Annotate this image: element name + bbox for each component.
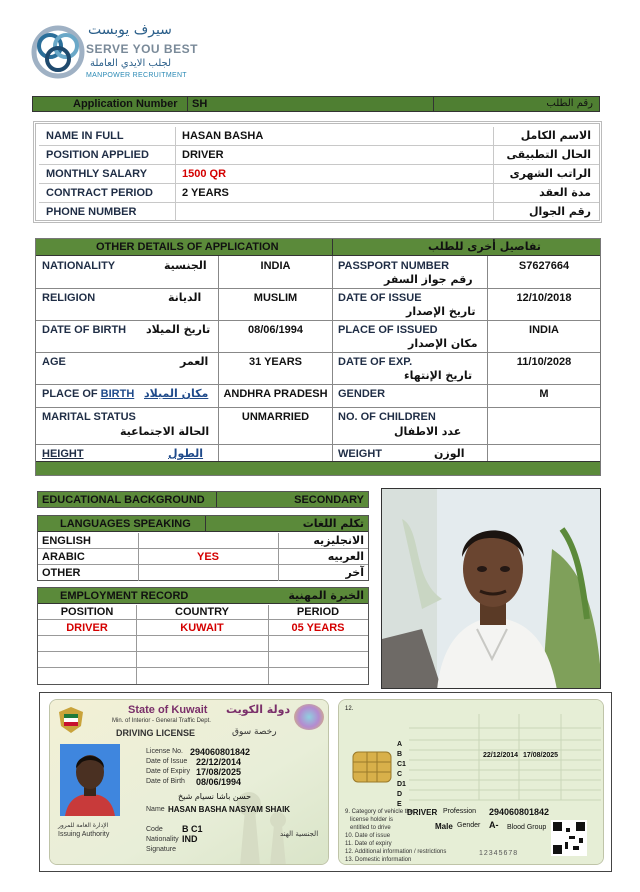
category-a: A — [397, 741, 403, 748]
divider — [36, 320, 600, 321]
language-name: OTHER — [42, 567, 81, 579]
field-value: 2 YEARS — [182, 187, 229, 199]
birth-place-label-prefix: PLACE OF — [42, 388, 101, 400]
birth-value: 08/06/1994 — [196, 777, 242, 787]
category-d1: D1 — [397, 781, 406, 788]
field-label: POSITION APPLIED — [46, 149, 149, 161]
weight-label-ar: الوزن — [434, 447, 465, 460]
nationality-label: NATIONALITY — [42, 260, 116, 272]
personal-row-contract — [39, 184, 599, 203]
category-c1: C1 — [397, 761, 406, 768]
place-issued-value: INDIA — [529, 324, 559, 336]
employment-table — [37, 587, 369, 685]
employment-column-headers — [38, 605, 368, 620]
application-number-bar — [32, 96, 600, 112]
holder-name-ar: حسن باشا نسيام شيخ — [178, 792, 252, 801]
birth-date-label: DATE OF BIRTH — [42, 324, 127, 336]
company-logo — [30, 24, 86, 80]
divider — [278, 533, 279, 581]
applicant-photo — [381, 488, 601, 689]
religion-label-ar: الديانة — [168, 291, 202, 304]
divider — [216, 492, 217, 507]
hologram-icon — [294, 704, 324, 730]
age-value: 31 YEARS — [249, 356, 302, 368]
expiry-date-label: DATE OF EXP. — [338, 356, 413, 368]
personal-row-phone — [39, 203, 599, 222]
nationality-value: INDIA — [260, 260, 291, 272]
table-cell: 05 YEARS — [291, 622, 345, 634]
back-field-number: 12. — [345, 706, 354, 712]
expiry-date-value: 11/10/2028 — [516, 356, 572, 368]
personal-row-name — [39, 127, 599, 146]
field-label-ar: الراتب الشهرى — [509, 167, 591, 180]
divider — [36, 407, 600, 408]
employment-title-ar: الخبرة المهنية — [288, 589, 364, 602]
license-no-label: License No. — [146, 748, 183, 755]
holder-name: HASAN BASHA NASYAM SHAIK — [168, 805, 291, 814]
license-no-value: 294060801842 — [190, 747, 251, 757]
license-title-en: DRIVING LICENSE — [116, 728, 196, 738]
religion-value: MUSLIM — [253, 292, 298, 304]
language-name-ar: العربيه — [327, 550, 364, 563]
language-name: ENGLISH — [42, 535, 91, 547]
logo-english-sub: MANPOWER RECRUITMENT — [86, 72, 187, 79]
signature-label: Signature — [146, 846, 176, 853]
nationality-label-ar: الجنسية الهند — [280, 830, 319, 838]
license-photo — [60, 744, 120, 816]
expiry-label: Date of Expiry — [146, 768, 190, 775]
age-label: AGE — [42, 356, 66, 368]
divider — [332, 239, 333, 255]
other-details-header — [36, 239, 600, 256]
nationality-label: Nationality — [146, 836, 179, 843]
field-label: CONTRACT PERIOD — [46, 187, 153, 199]
column-header: COUNTRY — [175, 606, 229, 618]
employment-header — [38, 588, 368, 604]
age-label-ar: العمر — [180, 355, 209, 368]
personal-row-position — [39, 146, 599, 165]
birth-place-label — [42, 388, 134, 400]
back-license-no: 294060801842 — [489, 807, 550, 817]
other-details-title: OTHER DETAILS OF APPLICATION — [96, 241, 279, 253]
divider — [138, 533, 139, 581]
license-title-ar: رخصة سوق — [232, 727, 277, 737]
passport-label: PASSPORT NUMBER — [338, 260, 450, 272]
other-details-title-ar: تفاصيل أخرى للطلب — [428, 240, 541, 253]
table-cell: DRIVER — [66, 622, 108, 634]
marital-status-value: UNMARRIED — [241, 411, 310, 423]
field-value: HASAN BASHA — [182, 130, 264, 142]
issue-value: 22/12/2014 — [196, 757, 242, 767]
birth-date-label-ar: تاريخ الميلاد — [146, 323, 211, 336]
issue-date-label-ar: تاريخ الإصدار — [406, 305, 476, 318]
field-label-ar: الحال التطبيقى — [506, 148, 591, 161]
nationality-label-ar: الجنسية — [164, 259, 207, 272]
education-label: EDUCATIONAL BACKGROUND — [42, 494, 205, 506]
weight-label: WEIGHT — [338, 448, 382, 460]
language-row-english — [38, 533, 368, 549]
back-notes: 9. Category of vehicle the license holder is entitled to drive 10. Date of issue 11. Date of expiry 12. Additional information / restrictions 13. Domestic information — [345, 809, 447, 863]
license-back-card — [338, 699, 604, 865]
divider — [36, 288, 600, 289]
gender-label: GENDER — [338, 388, 386, 400]
expiry-date-label-ar: تاريخ الإنتهاء — [404, 369, 473, 382]
logo-arabic-sub: لجلب الايدي العاملة — [90, 58, 172, 69]
divider — [187, 97, 188, 111]
other-details-footer — [36, 461, 600, 475]
authority-ar: الإدارة العامة للمرور — [58, 822, 109, 829]
driving-license-section — [39, 692, 612, 872]
other-details-table — [35, 238, 601, 476]
birth-label: Date of Birth — [146, 778, 185, 785]
issue-date-value: 12/10/2018 — [516, 292, 572, 304]
languages-title: LANGUAGES SPEAKING — [60, 518, 191, 530]
field-label-ar: الاسم الكامل — [520, 129, 591, 142]
employment-title: EMPLOYMENT RECORD — [60, 590, 189, 602]
profession-value: DRIVER — [407, 808, 438, 817]
children-label: NO. OF CHILDREN — [338, 411, 436, 423]
code-label: Code — [146, 826, 163, 833]
language-row-other — [38, 565, 368, 581]
serial-number: 12345678 — [479, 850, 519, 857]
expiry-value: 17/08/2025 — [196, 767, 242, 777]
blood-value: A- — [489, 820, 499, 830]
application-number-label-ar: رقم الطلب — [546, 98, 593, 109]
field-value: 1500 QR — [182, 168, 227, 180]
language-name-ar: آخر — [345, 566, 364, 579]
back-expiry-value: 17/08/2025 — [523, 752, 559, 759]
languages-title-ar: تكلم اللغات — [302, 517, 364, 530]
table-cell: KUWAIT — [180, 622, 224, 634]
divider — [36, 384, 600, 385]
height-label: HEIGHT — [42, 448, 84, 460]
nationality-value: IND — [182, 834, 198, 844]
field-label-ar: مدة العقد — [539, 186, 591, 199]
languages-table — [37, 515, 369, 581]
category-d: D — [397, 791, 403, 798]
profession-label: Profession — [443, 808, 477, 815]
issue-date-label: DATE OF ISSUE — [338, 292, 422, 304]
application-number-label: Application Number — [73, 98, 178, 110]
back-issue-value: 22/12/2014 — [483, 752, 519, 759]
field-value: DRIVER — [182, 149, 224, 161]
table-row — [38, 620, 368, 636]
column-header: POSITION — [60, 606, 114, 618]
birth-place-label-ar: مكان الميلاد — [144, 387, 209, 400]
table-row — [38, 652, 368, 668]
license-categories — [397, 740, 406, 810]
personal-row-salary — [39, 165, 599, 184]
kuwait-emblem-icon — [58, 706, 84, 734]
marital-status-label-ar: الحالة الاجتماعية — [120, 425, 210, 438]
license-state-ar: دولة الكويت — [226, 703, 291, 716]
children-label-ar: عدد الاطفال — [394, 425, 462, 438]
birth-date-value: 08/06/1994 — [247, 324, 304, 336]
issuing-authority-label: Issuing Authority — [58, 831, 110, 838]
field-label: PHONE NUMBER — [46, 206, 137, 218]
language-value: YES — [196, 551, 219, 563]
divider — [136, 605, 137, 684]
height-label-ar: الطول — [168, 447, 204, 460]
passport-label-ar: رقم جواز السفر — [384, 273, 473, 286]
blood-label: Blood Group — [507, 824, 547, 831]
application-number-value: SH — [192, 98, 208, 110]
languages-header — [38, 516, 368, 532]
divider — [36, 352, 600, 353]
field-label: MONTHLY SALARY — [46, 168, 148, 180]
gender-value: Male — [435, 822, 453, 831]
divider — [433, 97, 434, 111]
language-name: ARABIC — [42, 551, 85, 563]
marital-status-label: MARITAL STATUS — [42, 411, 136, 423]
field-label: NAME IN FULL — [46, 130, 124, 142]
place-issued-label-ar: مكان الإصدار — [408, 337, 478, 350]
religion-label: RELIGION — [42, 292, 96, 304]
column-header: PERIOD — [296, 606, 340, 618]
license-front-card — [49, 699, 329, 865]
table-row — [38, 636, 368, 652]
passport-value: S7627664 — [518, 260, 570, 272]
language-row-arabic — [38, 549, 368, 565]
category-e: E — [397, 801, 402, 808]
logo-arabic-name: سيرف يوبست — [88, 22, 172, 38]
language-name-ar: الانجليزيه — [313, 534, 364, 547]
issue-label: Date of Issue — [146, 758, 188, 765]
gender-value: M — [539, 388, 549, 400]
logo-english-name: SERVE YOU BEST — [86, 42, 198, 56]
divider — [268, 605, 269, 684]
license-state-en: State of Kuwait — [128, 704, 208, 716]
license-ministry: Min. of Interior - General Traffic Dept. — [112, 718, 211, 724]
category-b: B — [397, 751, 403, 758]
birth-place-label-underlined: BIRTH — [100, 388, 135, 400]
code-value: B C1 — [182, 824, 203, 834]
name-label: Name — [146, 806, 165, 813]
divider — [36, 444, 600, 445]
place-issued-label: PLACE OF ISSUED — [338, 324, 438, 336]
education-row — [37, 491, 369, 508]
birth-place-value: ANDHRA PRADESH — [223, 388, 328, 400]
gender-label: Gender — [457, 822, 481, 829]
field-label-ar: رقم الجوال — [528, 205, 591, 218]
category-c: C — [397, 771, 403, 778]
divider — [205, 516, 206, 531]
education-value: SECONDARY — [294, 494, 364, 506]
